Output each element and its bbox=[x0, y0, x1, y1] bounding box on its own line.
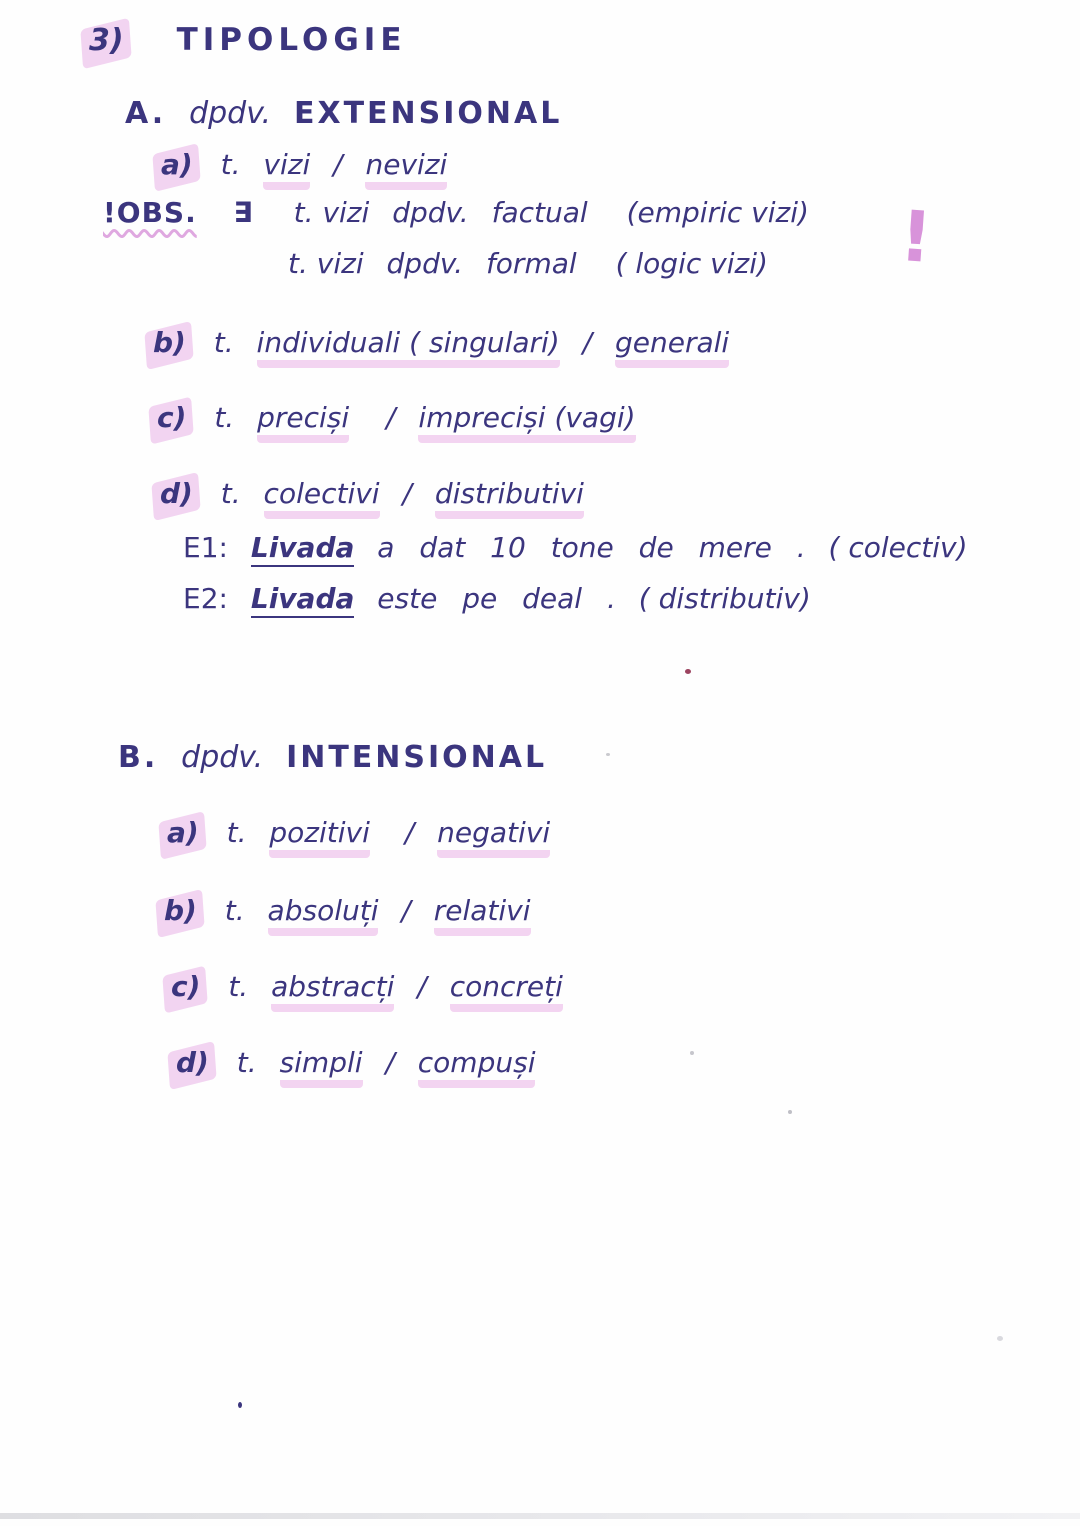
term-left: absoluți bbox=[268, 894, 379, 936]
separator: / bbox=[333, 148, 343, 181]
term-right: generali bbox=[615, 326, 729, 368]
term-abbr: t. bbox=[220, 477, 241, 510]
page-title-line bbox=[84, 22, 407, 59]
obs-note: (empiric vizi) bbox=[626, 196, 809, 229]
item-marker: b) bbox=[148, 326, 191, 360]
example-subject: Livada bbox=[251, 582, 355, 618]
ink-speck bbox=[685, 669, 691, 674]
observation-line-1 bbox=[103, 196, 809, 230]
item-marker: b) bbox=[159, 894, 202, 928]
ink-speck bbox=[690, 1051, 694, 1055]
page-title: TIPOLOGIE bbox=[176, 22, 407, 58]
term-left: colectivi bbox=[264, 477, 380, 519]
item-marker: d) bbox=[171, 1046, 214, 1080]
term-left: pozitivi bbox=[269, 816, 370, 858]
section-label: B. bbox=[118, 740, 159, 775]
example-text: este pe deal . bbox=[377, 582, 616, 615]
separator: / bbox=[417, 970, 427, 1003]
term-right: negativi bbox=[437, 816, 550, 858]
term-left-note: ( singulari) bbox=[409, 326, 560, 359]
viewpoint-abbr: dpdv. bbox=[392, 196, 469, 229]
scan-bottom-edge bbox=[0, 1513, 1080, 1519]
example-note: ( colectiv) bbox=[828, 531, 968, 564]
list-item-d-simpli bbox=[171, 1046, 535, 1080]
ink-speck bbox=[788, 1110, 792, 1114]
item-marker: a) bbox=[162, 816, 204, 850]
term-abbr: t. bbox=[220, 148, 241, 181]
term-right: concreți bbox=[450, 970, 563, 1012]
item-marker: a) bbox=[156, 148, 198, 182]
example-note: ( distributiv) bbox=[638, 582, 811, 615]
ink-speck bbox=[997, 1336, 1003, 1341]
term-left-group bbox=[257, 326, 560, 368]
example-2 bbox=[183, 582, 811, 616]
list-item-a-vizi bbox=[156, 148, 447, 182]
term-abbr: t. bbox=[226, 816, 247, 849]
term-right: distributivi bbox=[435, 477, 584, 519]
term-right: relativi bbox=[434, 894, 531, 936]
separator: / bbox=[386, 401, 396, 434]
section-a-heading bbox=[125, 96, 562, 132]
term-left: simpli bbox=[280, 1046, 363, 1088]
observation-line-2 bbox=[288, 247, 768, 281]
obs-kind: formal bbox=[485, 247, 577, 280]
exists-symbol: ∃ bbox=[233, 196, 253, 229]
list-item-c-abstracti bbox=[166, 970, 563, 1004]
term-abbr: t. bbox=[214, 401, 235, 434]
separator: / bbox=[582, 326, 593, 359]
term-right: compuși bbox=[418, 1046, 536, 1088]
obs-kind: factual bbox=[491, 196, 588, 229]
separator: / bbox=[402, 477, 412, 510]
section-title: EXTENSIONAL bbox=[293, 96, 563, 131]
section-b-heading bbox=[118, 740, 547, 776]
term-abbr: t. bbox=[213, 326, 234, 359]
list-item-b-absoluti bbox=[159, 894, 531, 928]
viewpoint-abbr: dpdv. bbox=[181, 740, 264, 775]
term-left: individuali bbox=[256, 326, 401, 359]
example-text: a dat 10 tone de mere . bbox=[377, 531, 806, 564]
ink-speck bbox=[238, 1402, 242, 1408]
item-marker: d) bbox=[155, 477, 198, 511]
item-marker: c) bbox=[166, 970, 205, 1004]
obs-term: t. vizi bbox=[293, 196, 370, 229]
obs-term: t. vizi bbox=[288, 247, 364, 280]
list-item-d-colectivi bbox=[155, 477, 584, 511]
list-item-b-individuali bbox=[148, 326, 729, 360]
pink-exclamation-mark: ! bbox=[897, 194, 935, 280]
viewpoint-abbr: dpdv. bbox=[189, 96, 272, 131]
example-1 bbox=[183, 531, 968, 565]
separator: / bbox=[401, 894, 411, 927]
term-right-note: (vagi) bbox=[554, 401, 636, 434]
section-label: A. bbox=[125, 96, 167, 131]
ink-speck bbox=[606, 753, 610, 756]
list-item-a-pozitivi bbox=[162, 816, 550, 850]
section-title: INTENSIONAL bbox=[286, 740, 548, 775]
list-item-c-precisi bbox=[152, 401, 636, 435]
title-number: 3) bbox=[84, 23, 129, 59]
separator: / bbox=[385, 1046, 395, 1079]
example-subject: Livada bbox=[251, 531, 355, 567]
term-abbr: t. bbox=[224, 894, 245, 927]
obs-note: ( logic vizi) bbox=[615, 247, 768, 280]
term-left: preciși bbox=[257, 401, 349, 443]
term-abbr: t. bbox=[236, 1046, 257, 1079]
viewpoint-abbr: dpdv. bbox=[386, 247, 464, 280]
term-right: impreciși bbox=[418, 401, 546, 434]
separator: / bbox=[404, 816, 415, 849]
term-left: abstracți bbox=[271, 970, 394, 1012]
example-label: E1: bbox=[183, 531, 228, 564]
term-right-group bbox=[418, 401, 635, 443]
example-label: E2: bbox=[183, 582, 228, 615]
obs-label: !OBS. bbox=[103, 196, 197, 229]
term-abbr: t. bbox=[228, 970, 249, 1003]
term-right: nevizi bbox=[365, 148, 447, 190]
item-marker: c) bbox=[152, 401, 191, 435]
term-left: vizi bbox=[263, 148, 310, 190]
